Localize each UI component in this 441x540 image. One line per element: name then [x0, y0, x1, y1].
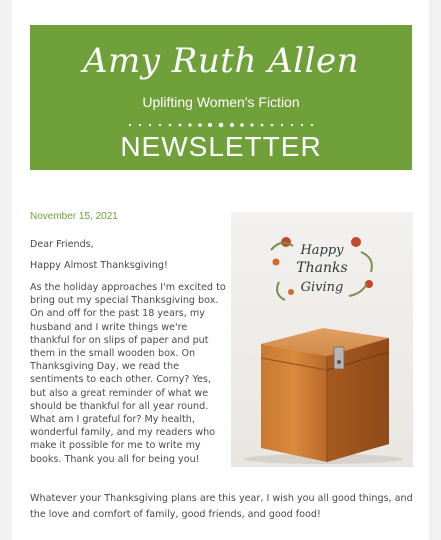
sign-line-1: Happy	[300, 243, 344, 258]
tagline: Uplifting Women's Fiction	[142, 94, 300, 110]
body-paragraph: As the holiday approaches I'm excited to bring out my special Thanksgiving box. On and off for the past 18 years, my husband and I write things we're thankful for on slips of paper and put them in the small wooden box. On Thanksgiving Day, we read the sentiments to each other. Corny? Yes, but also a great reminder of what we should be thankful for all year round. What am I grateful for? My health, wonderful family, and my readers who make it possible for me to write my books. Thank you all for being you!	[30, 282, 226, 465]
post-date: November 15, 2021	[30, 211, 118, 222]
salutation: Happy Almost Thanksgiving!	[30, 260, 168, 271]
newsletter-page	[12, 0, 429, 540]
author-name: Amy Ruth Allen	[83, 41, 359, 81]
closing-paragraph: Whatever your Thanksgiving plans are this year, I wish you all good things, and the love and comfort of family, good friends, and good food!	[30, 493, 413, 520]
newsletter-title: NEWSLETTER	[120, 131, 322, 162]
thanksgiving-box-photo	[231, 212, 413, 467]
wooden-box	[261, 328, 389, 462]
photo-illustration	[231, 212, 413, 467]
header-banner	[30, 25, 412, 170]
divider-dots	[126, 122, 316, 128]
sign-line-2: Thanks	[296, 260, 348, 276]
greeting: Dear Friends,	[30, 239, 94, 250]
sign-line-3: Giving	[300, 280, 344, 295]
